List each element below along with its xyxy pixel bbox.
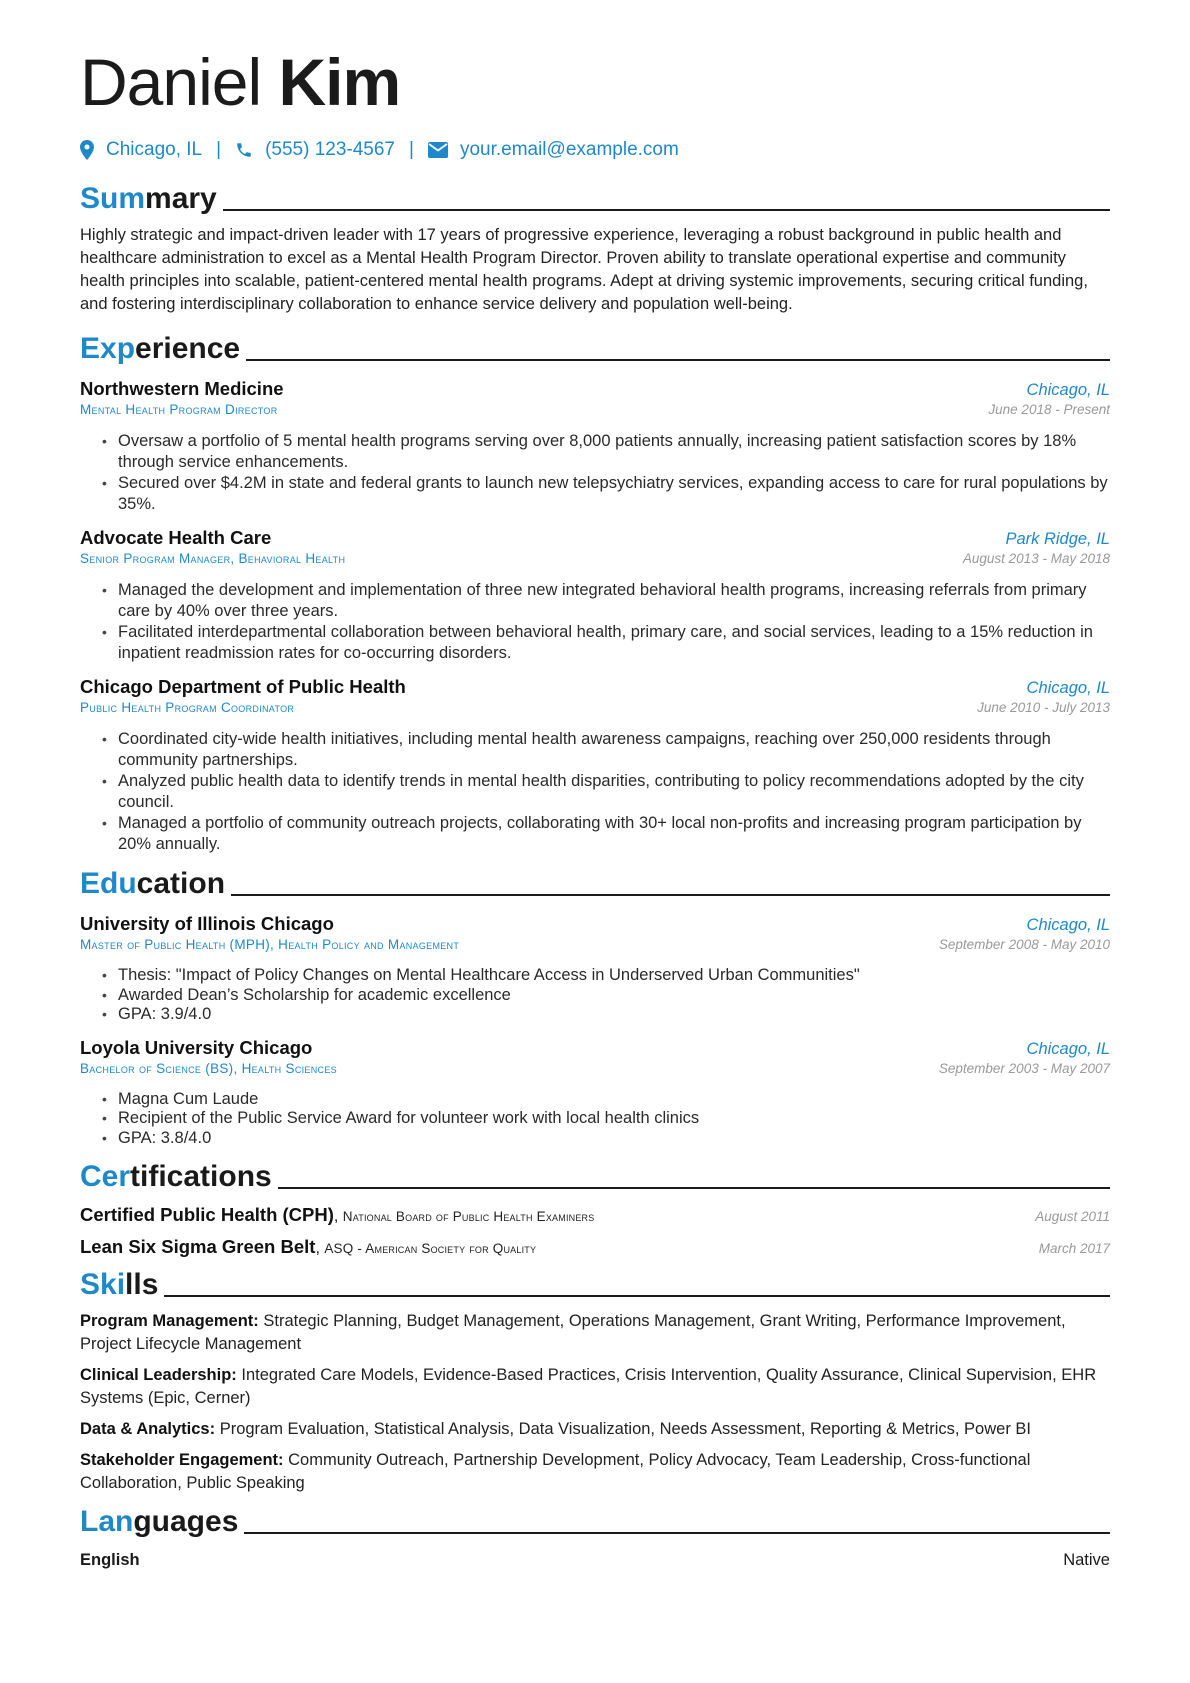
entry-location: Chicago, IL (1026, 1039, 1110, 1058)
language-level: Native (1063, 1551, 1110, 1569)
section-title-summary: Summary (80, 180, 1110, 216)
bullet-list (80, 729, 1110, 855)
entry-header (80, 676, 1110, 698)
first-name: Daniel (80, 45, 262, 119)
comma: , (315, 1240, 325, 1257)
experience-entry (80, 676, 1110, 855)
entry-header (80, 378, 1110, 400)
bullet-item: • Analyzed public health data to identify trends in mental health disparities, contributing to policy recommendations adopted by the city council. (118, 771, 1110, 813)
comma: , (333, 1208, 343, 1225)
entry-subheader (80, 551, 1110, 566)
entry-subheader (80, 1061, 1110, 1076)
skill-row (80, 1418, 1110, 1441)
skill-category: Data & Analytics: (80, 1420, 216, 1438)
skill-row (80, 1310, 1110, 1356)
skill-row (80, 1364, 1110, 1410)
entry-subheader (80, 700, 1110, 715)
section-title-skills: Skills (80, 1266, 1110, 1302)
entry-header (80, 1037, 1110, 1059)
certification-row (80, 1204, 1110, 1226)
skill-category: Program Management: (80, 1312, 259, 1330)
section-rule (246, 359, 1110, 361)
contact-separator: | (216, 139, 222, 160)
certification-list (80, 1204, 1110, 1258)
entry-header (80, 527, 1110, 549)
bullet-item: • GPA: 3.9/4.0 (118, 1005, 1110, 1025)
entry-dates: August 2013 - May 2018 (962, 551, 1110, 566)
section-title-education: Education (80, 865, 1110, 901)
certification-info (80, 1204, 594, 1226)
bullet-item: • Recipient of the Public Service Award for volunteer work with local health clinics (118, 1109, 1110, 1129)
skill-category: Clinical Leadership: (80, 1366, 237, 1384)
entry-role: Master of Public Health (MPH), Health Policy and Management (80, 937, 460, 952)
bullet-item: • Facilitated interdepartmental collaboration between behavioral health, primary care, and social services, leading to a 15% reduction in inpatient readmission rates for co-occurring disorders. (118, 622, 1110, 664)
certification-name: Lean Six Sigma Green Belt (80, 1236, 316, 1257)
certification-date: August 2011 (1035, 1209, 1110, 1224)
phone-icon (235, 141, 253, 159)
bullet-list (80, 580, 1110, 664)
certification-issuer: ASQ - American Society for Quality (324, 1241, 537, 1256)
skill-list (80, 1310, 1110, 1495)
section-title-experience: Experience (80, 330, 1110, 366)
organization-name: University of Illinois Chicago (80, 913, 334, 934)
organization-name: Advocate Health Care (80, 527, 272, 548)
certification-issuer: National Board of Public Health Examiners (342, 1209, 595, 1224)
language-name: English (80, 1551, 140, 1569)
skill-category: Stakeholder Engagement: (80, 1451, 284, 1469)
education-list (80, 913, 1110, 1148)
organization-name: Chicago Department of Public Health (80, 676, 406, 697)
email-text: your.email@example.com (459, 139, 679, 160)
language-row (80, 1551, 1110, 1570)
bullet-list (80, 966, 1110, 1025)
bullet-item: • Managed the development and implementation of three new integrated behavioral health programs, increasing referrals from primary care by 40% over three years. (118, 580, 1110, 622)
entry-location: Chicago, IL (1026, 916, 1110, 934)
bullet-item: • Thesis: "Impact of Policy Changes on Mental Healthcare Access in Underserved Urban Communities" (118, 966, 1110, 986)
skill-items: Program Evaluation, Statistical Analysis, Data Visualization, Needs Assessment, Reporting & Metrics, Power BI (219, 1420, 1031, 1438)
candidate-name (80, 44, 1110, 120)
entry-subheader (80, 402, 1110, 417)
entry-role: Public Health Program Coordinator (80, 700, 295, 715)
phone-text: (555) 123-4567 (265, 139, 395, 160)
education-entry (80, 913, 1110, 1025)
section-rule (244, 1532, 1110, 1534)
entry-dates: September 2008 - May 2010 (938, 937, 1110, 952)
section-rule (223, 209, 1110, 211)
entry-dates: September 2003 - May 2007 (938, 1060, 1110, 1076)
bullet-item: • Oversaw a portfolio of 5 mental health programs serving over 8,000 patients annually, increasing patient satisfaction scores by 18% through service enhancements. (118, 431, 1110, 473)
experience-entry (80, 378, 1110, 515)
bullet-list (80, 1090, 1110, 1149)
section-rule (278, 1187, 1110, 1189)
bullet-item: • GPA: 3.8/4.0 (118, 1129, 1110, 1149)
experience-entry (80, 527, 1110, 664)
organization-name: Loyola University Chicago (80, 1036, 313, 1058)
language-list (80, 1551, 1110, 1570)
summary-text: Highly strategic and impact-driven leader with 17 years of progressive experience, leveraging a robust background in public health and healthcare administration to excel as a Mental Health Program Director. Proven ability to translate operational expertise and community health principles into scalable, patient-centered mental health programs. Adept at driving systemic improvements, securing critical funding, and fostering interdisciplinary collaboration to enhance service delivery and population well-being. (80, 226, 1088, 313)
skill-items: Strategic Planning, Budget Management, Operations Management, Grant Writing, Performance Improvement, Project Lifecycle Management (80, 1312, 1066, 1353)
section-title-languages: Languages (80, 1503, 1110, 1539)
bullet-item: • Awarded Dean’s Scholarship for academic excellence (118, 986, 1110, 1006)
experience-list (80, 378, 1110, 855)
bullet-item: • Managed a portfolio of community outreach projects, collaborating with 30+ local non-profits and increasing program participation by 20% annually. (118, 813, 1110, 855)
entry-role: Bachelor of Science (BS), Health Sciences (80, 1060, 337, 1076)
section-title-certifications: Certifications (80, 1158, 1110, 1194)
skill-row (80, 1449, 1110, 1495)
entry-header (80, 913, 1110, 935)
entry-role: Mental Health Program Director (80, 402, 278, 417)
entry-dates: June 2018 - Present (988, 402, 1110, 417)
bullet-list (80, 431, 1110, 515)
certification-info (80, 1236, 536, 1258)
education-entry (80, 1037, 1110, 1149)
entry-location: Park Ridge, IL (1005, 530, 1110, 548)
skill-items: Integrated Care Models, Evidence-Based Practices, Crisis Intervention, Quality Assurance, Clinical Supervision, EHR Systems (Epic, Cerner) (80, 1366, 1097, 1407)
contact-phone[interactable] (235, 139, 395, 161)
entry-role: Senior Program Manager, Behavioral Health (80, 551, 346, 566)
envelope-icon (428, 142, 448, 158)
organization-name: Northwestern Medicine (80, 378, 284, 399)
map-pin-icon (80, 140, 94, 160)
entry-location: Chicago, IL (1026, 679, 1110, 697)
certification-date: March 2017 (1038, 1241, 1110, 1256)
bullet-item: • Magna Cum Laude (118, 1090, 1110, 1110)
entry-location: Chicago, IL (1026, 381, 1110, 399)
contact-email[interactable] (428, 139, 679, 161)
entry-subheader (80, 937, 1110, 952)
bullet-item: • Secured over $4.2M in state and federal grants to launch new telepsychiatry services, expanding access to care for rural populations by 35%. (118, 473, 1110, 515)
last-name: Kim (278, 45, 401, 119)
certification-row (80, 1236, 1110, 1258)
contact-bar (80, 136, 1110, 164)
skill-items: Community Outreach, Partnership Development, Policy Advocacy, Team Leadership, Cross-functional Collaboration, Public Speaking (80, 1451, 1031, 1492)
contact-location (80, 139, 202, 161)
section-rule (164, 1295, 1110, 1297)
entry-dates: June 2010 - July 2013 (977, 700, 1110, 715)
certification-name: Certified Public Health (CPH) (80, 1204, 334, 1225)
bullet-item: • Coordinated city-wide health initiatives, including mental health awareness campaigns, reaching over 250,000 residents through community partnerships. (118, 729, 1110, 771)
contact-separator: | (409, 139, 414, 160)
location-text: Chicago, IL (106, 139, 203, 160)
section-rule (231, 894, 1110, 896)
